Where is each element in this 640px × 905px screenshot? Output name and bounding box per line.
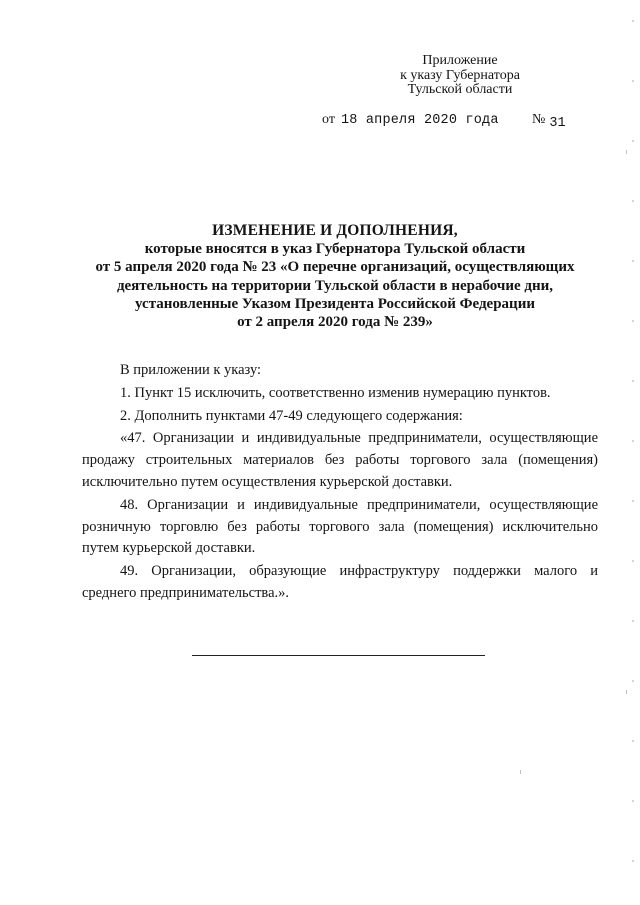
- appendix-line-1: Приложение: [422, 53, 498, 68]
- scan-dot: [626, 690, 627, 694]
- title-line-1: ИЗМЕНЕНИЕ И ДОПОЛНЕНИЯ,: [212, 222, 458, 239]
- from-label: от: [322, 112, 335, 127]
- appendix-line-3: Тульской области: [407, 82, 513, 97]
- paragraph-point-47: «47. Организации и индивидуальные предприниматели, осуществляющие продажу строительных материалов без работы торгового зала (помещения) исключительно путем осуществления курьерской доставки.: [82, 430, 598, 490]
- document-title: [60, 222, 610, 331]
- paragraph-point-49: 49. Организации, образующие инфраструктуру поддержки малого и среднего предпринимательства.».: [82, 563, 598, 601]
- paragraph-point-48: 48. Организации и индивидуальные предприниматели, осуществляющие розничную торговлю без работы торгового зала (помещения) исключительно путем курьерской доставки.: [82, 496, 598, 557]
- title-line-6: от 2 апреля 2020 года № 239»: [237, 314, 433, 331]
- scan-dot: [520, 770, 521, 774]
- title-line-2: которые вносятся в указ Губернатора Тульской области: [144, 241, 526, 258]
- title-line-3: от 5 апреля 2020 года № 23 «О перечне организаций, осуществляющих: [95, 259, 575, 276]
- appendix-line-2: к указу Губернатора: [400, 67, 520, 83]
- issue-date-line: [322, 112, 499, 128]
- closing-separator-line: [192, 655, 485, 656]
- paragraph-intro: В приложении к указу:: [120, 362, 262, 378]
- appendix-header: [370, 54, 550, 98]
- title-line-5: установленные Указом Президента Российской Федерации: [135, 295, 535, 312]
- document-body: [82, 360, 598, 605]
- paragraph-item-2: 2. Дополнить пунктами 47-49 следующего содержания:: [120, 407, 463, 424]
- scan-edge-artifact: [632, 20, 634, 880]
- issue-date: 18 апреля 2020 года: [340, 113, 499, 128]
- paragraph-item-1: 1. Пункт 15 исключить, соответственно изменив нумерацию пунктов.: [120, 384, 551, 401]
- issue-number-line: [532, 112, 566, 131]
- number-label: №: [532, 112, 546, 127]
- title-line-4: деятельность на территории Тульской области в нерабочие дни,: [116, 277, 554, 294]
- scan-dot: [626, 150, 627, 154]
- issue-number: 31: [549, 116, 566, 131]
